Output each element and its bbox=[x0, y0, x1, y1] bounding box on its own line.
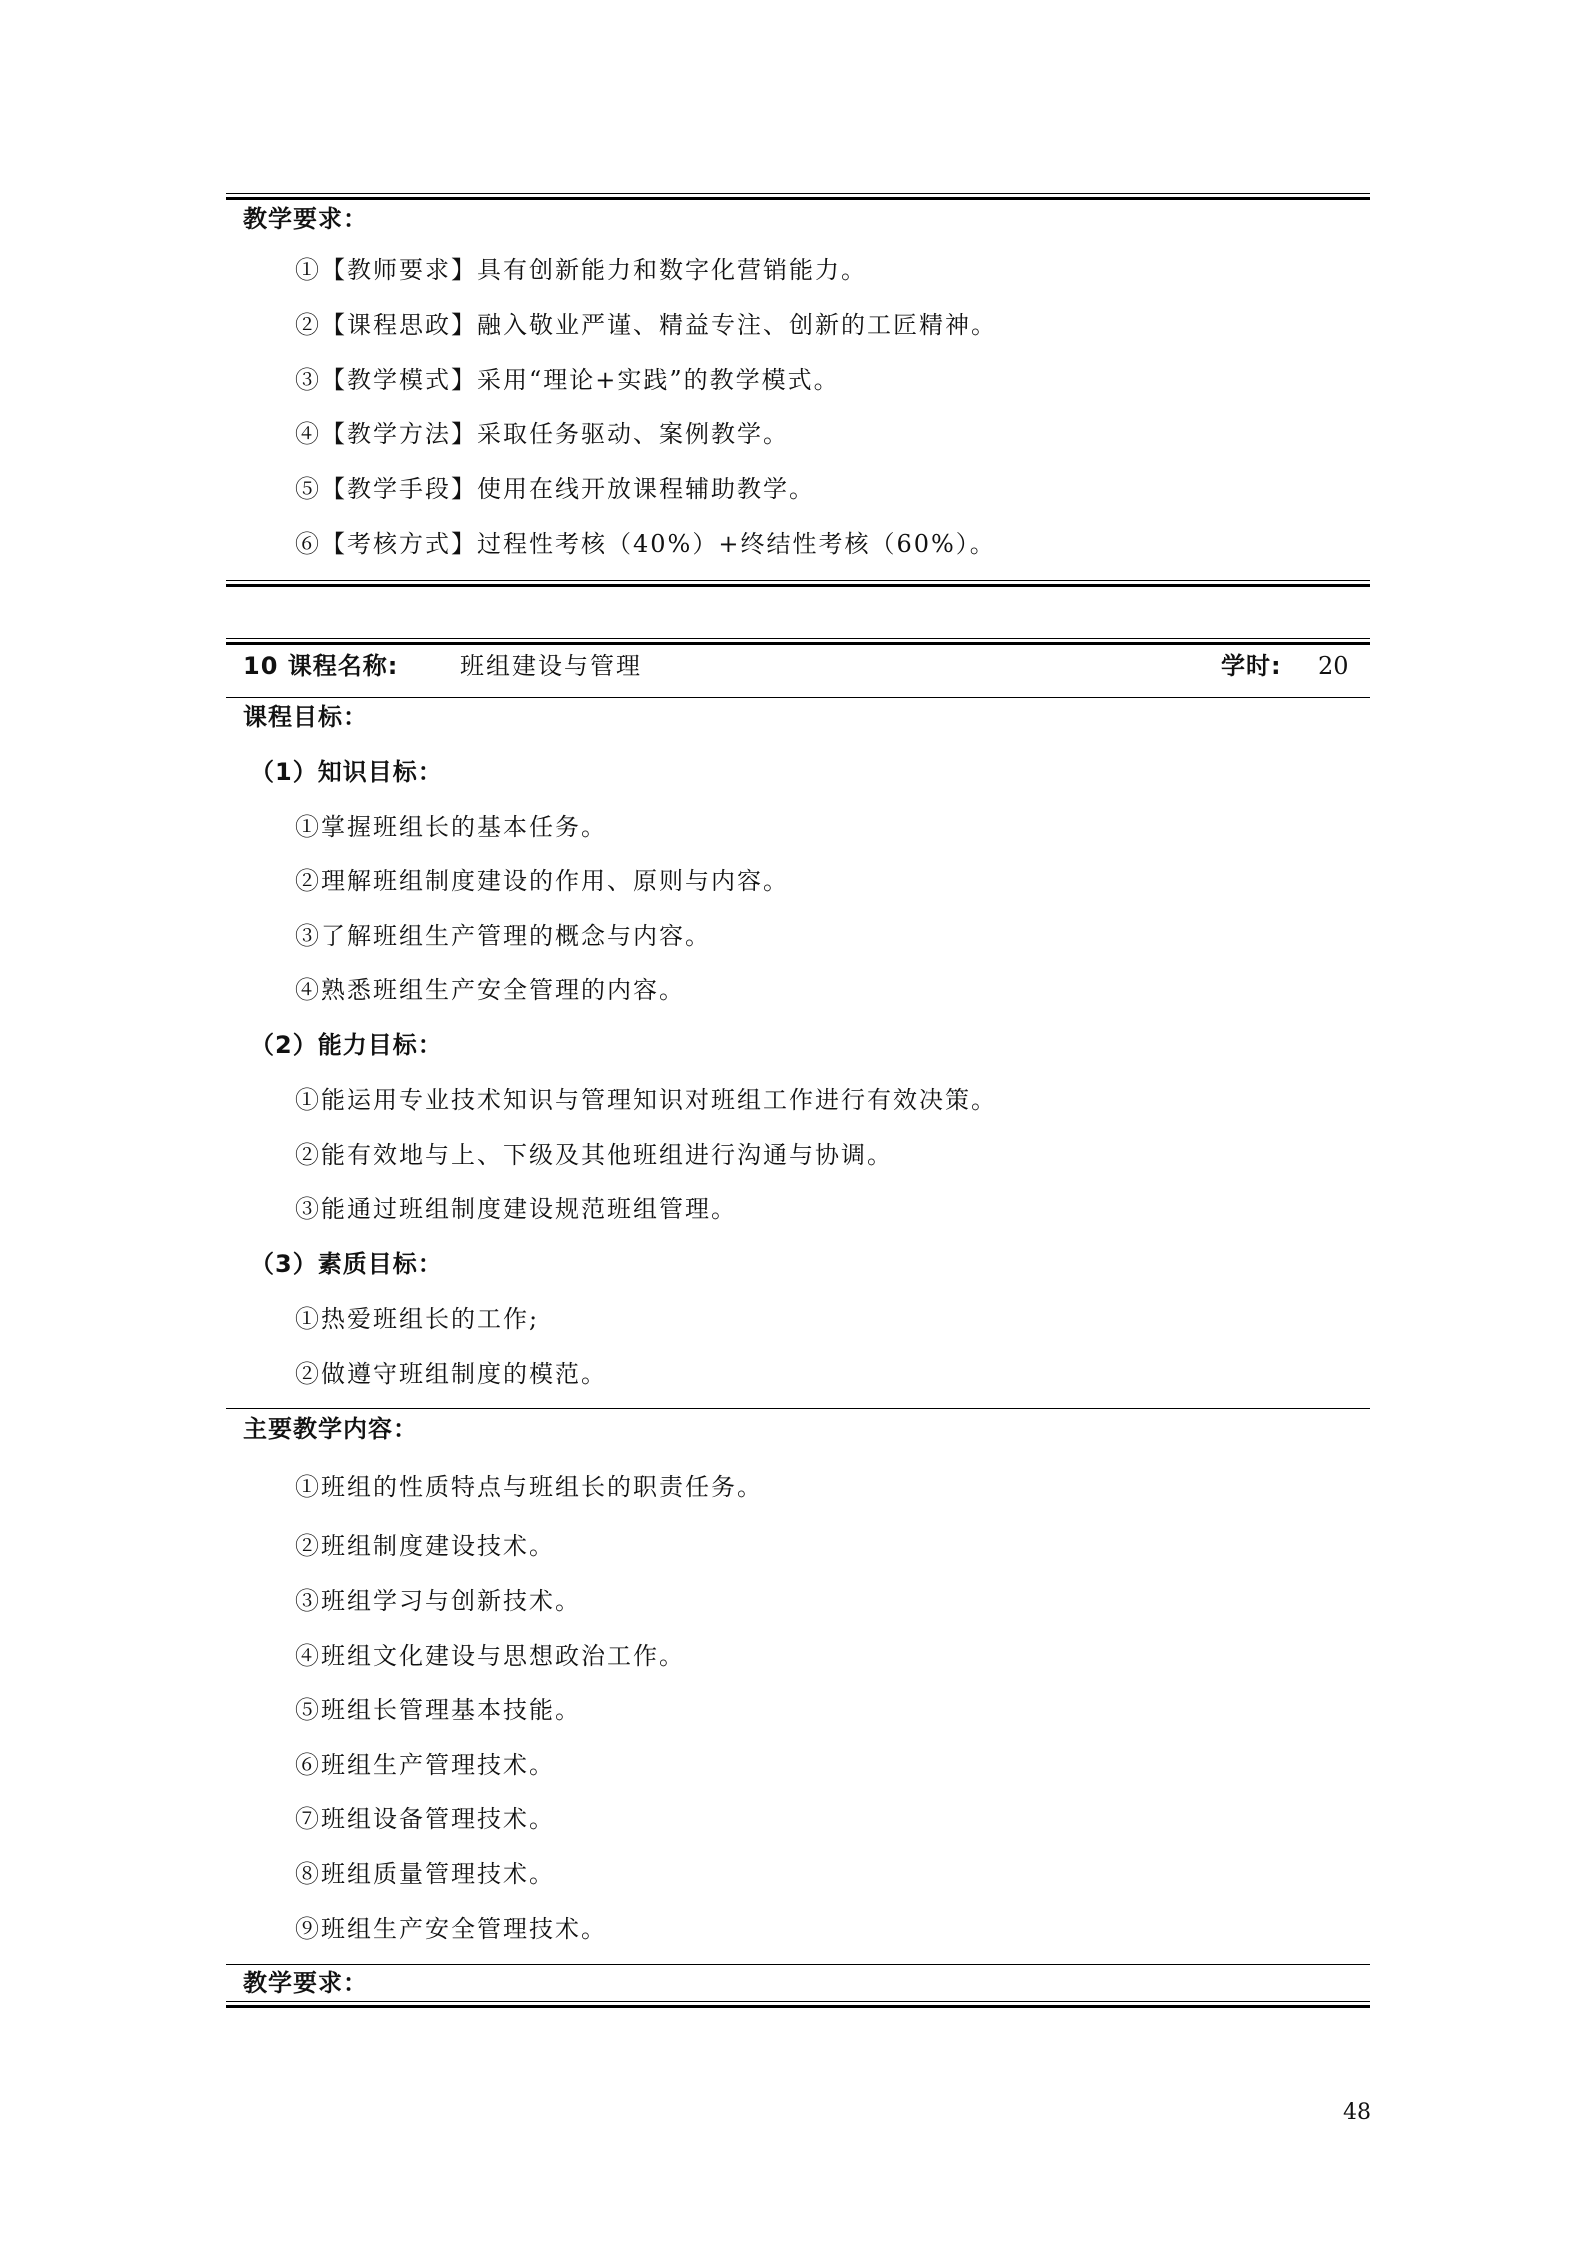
hours-label: 学时: bbox=[1221, 652, 1282, 680]
quality-item: ②做遵守班组制度的模范。 bbox=[295, 1360, 607, 1388]
knowledge-item: ①掌握班组长的基本任务。 bbox=[295, 813, 607, 841]
course-name-label: 10 课程名称: bbox=[243, 652, 399, 680]
teaching-requirements-heading: 教学要求： bbox=[243, 1969, 368, 1997]
requirement-item: ①【教师要求】具有创新能力和数字化营销能力。 bbox=[295, 256, 867, 284]
ability-item: ③能通过班组制度建设规范班组管理。 bbox=[295, 1195, 737, 1223]
content-item: ⑦班组设备管理技术。 bbox=[295, 1805, 555, 1833]
content-item: ②班组制度建设技术。 bbox=[295, 1532, 555, 1560]
requirement-item: ⑥【考核方式】过程性考核（40%）+终结性考核（60%）。 bbox=[295, 530, 996, 558]
table-bottom-rule bbox=[226, 580, 1370, 587]
content-item: ①班组的性质特点与班组长的职责任务。 bbox=[295, 1473, 763, 1501]
content-item: ⑥班组生产管理技术。 bbox=[295, 1751, 555, 1779]
row-divider bbox=[226, 1964, 1370, 1965]
hours-value: 20 bbox=[1318, 652, 1349, 680]
quality-item: ①热爱班组长的工作; bbox=[295, 1305, 540, 1333]
row-divider bbox=[226, 1408, 1370, 1409]
knowledge-item: ②理解班组制度建设的作用、原则与内容。 bbox=[295, 867, 789, 895]
content-item: ③班组学习与创新技术。 bbox=[295, 1587, 581, 1615]
course-goals-heading: 课程目标： bbox=[243, 703, 368, 731]
requirement-item: ②【课程思政】融入敬业严谨、精益专注、创新的工匠精神。 bbox=[295, 311, 997, 339]
ability-item: ①能运用专业技术知识与管理知识对班组工作进行有效决策。 bbox=[295, 1086, 997, 1114]
content-item: ⑨班组生产安全管理技术。 bbox=[295, 1915, 607, 1943]
knowledge-item: ③了解班组生产管理的概念与内容。 bbox=[295, 922, 711, 950]
table-bottom-rule bbox=[226, 2001, 1370, 2008]
requirement-item: ③【教学模式】采用“理论+实践”的教学模式。 bbox=[295, 366, 840, 394]
table-top-rule bbox=[226, 638, 1370, 645]
ability-goals-heading: （2）能力目标： bbox=[250, 1031, 443, 1059]
knowledge-item: ④熟悉班组生产安全管理的内容。 bbox=[295, 976, 685, 1004]
row-divider bbox=[226, 697, 1370, 698]
table-top-rule bbox=[226, 193, 1370, 200]
page-number: 48 bbox=[1343, 2100, 1371, 2125]
quality-goals-heading: （3）素质目标： bbox=[250, 1250, 443, 1278]
course-header-row bbox=[226, 646, 1370, 686]
teaching-requirements-heading: 教学要求： bbox=[243, 205, 368, 233]
content-item: ⑤班组长管理基本技能。 bbox=[295, 1696, 581, 1724]
requirement-item: ⑤【教学手段】使用在线开放课程辅助教学。 bbox=[295, 475, 815, 503]
content-item: ④班组文化建设与思想政治工作。 bbox=[295, 1642, 685, 1670]
ability-item: ②能有效地与上、下级及其他班组进行沟通与协调。 bbox=[295, 1141, 893, 1169]
main-content-heading: 主要教学内容： bbox=[243, 1415, 418, 1443]
requirement-item: ④【教学方法】采取任务驱动、案例教学。 bbox=[295, 420, 789, 448]
content-item: ⑧班组质量管理技术。 bbox=[295, 1860, 555, 1888]
course-name: 班组建设与管理 bbox=[460, 652, 642, 680]
knowledge-goals-heading: （1）知识目标： bbox=[250, 758, 443, 786]
